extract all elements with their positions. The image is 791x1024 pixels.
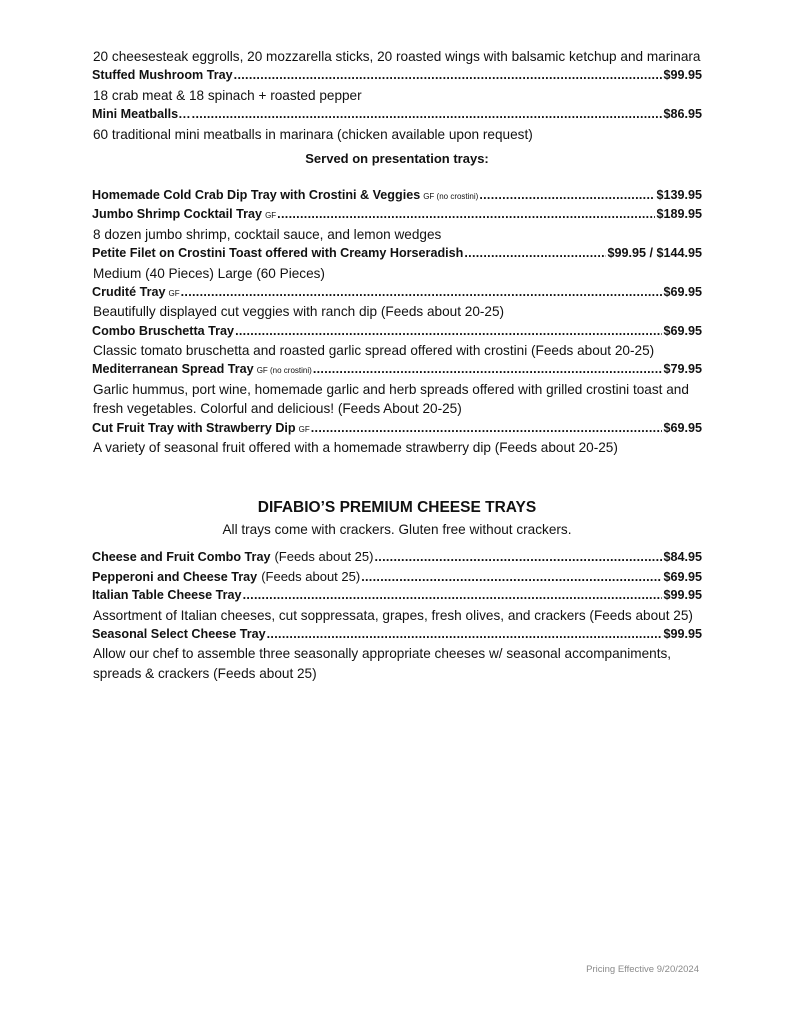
- item-note: GF: [168, 288, 180, 298]
- item-description: 8 dozen jumbo shrimp, cocktail sauce, and lemon wedges: [93, 226, 442, 242]
- menu-item-mediterranean-spread: [92, 360, 702, 379]
- item-name: Combo Bruschetta Tray: [92, 323, 235, 338]
- item-name: Cheese and Fruit Combo Tray: [92, 550, 271, 565]
- item-description: Beautifully displayed cut veggies with ranch dip (Feeds about 20-25): [93, 304, 505, 320]
- item-name: Jumbo Shrimp Cocktail Tray: [92, 207, 263, 222]
- presentation-heading: Served on presentation trays:: [305, 150, 489, 166]
- item-price: $69.95: [663, 323, 702, 338]
- item-name: Homemade Cold Crab Dip Tray with Crostini & Veggies: [92, 187, 421, 202]
- leader-dots: [235, 322, 662, 341]
- item-note: GF (no crostini): [256, 366, 312, 376]
- item-description: Garlic hummus, port wine, homemade garlic and herb spreads offered with grilled crostini toast and fresh vegetables. Colorful and delicious! (Feeds About 20-25): [93, 381, 689, 417]
- item-name: Petite Filet on Crostini Toast offered with Creamy Horseradish: [92, 246, 464, 261]
- item-description: Allow our chef to assemble three seasonally appropriate cheeses w/ seasonal accompaniments, spreads & crackers (Feeds about 25): [93, 646, 672, 681]
- item-name: Mini Meatballs…: [92, 107, 191, 122]
- leader-dots: [277, 205, 655, 224]
- item-note: (Feeds about 25): [274, 549, 374, 565]
- leader-dots: [361, 568, 662, 587]
- leader-dots: [313, 360, 663, 379]
- item-price: $79.95: [663, 362, 702, 377]
- leader-dots: [267, 625, 663, 644]
- item-price: $99.95 / $144.95: [607, 246, 702, 261]
- item-price: $69.95: [663, 420, 702, 435]
- item-price: $99.95: [663, 588, 702, 603]
- item-name: Cut Fruit Tray with Strawberry Dip: [92, 420, 296, 435]
- leader-dots: [479, 186, 655, 205]
- item-description: Medium (40 Pieces) Large (60 Pieces): [93, 265, 325, 281]
- item-name: Seasonal Select Cheese Tray: [92, 627, 266, 642]
- menu-item-petite-filet: [92, 244, 702, 263]
- item-note: GF: [265, 211, 277, 221]
- pricing-effective-footer: Pricing Effective 9/20/2024: [586, 964, 699, 975]
- leader-dots: [374, 548, 662, 567]
- item-price: $84.95: [663, 550, 702, 565]
- item-name: Italian Table Cheese Tray: [92, 588, 242, 603]
- item-price: $69.95: [663, 284, 702, 299]
- menu-item-shrimp-cocktail: [92, 205, 702, 224]
- item-price: $139.95: [656, 187, 702, 202]
- leader-dots: [234, 66, 663, 85]
- item-price: $69.95: [663, 569, 702, 584]
- item-note: (Feeds about 25): [261, 568, 361, 584]
- eggrolls-description: 20 cheesesteak eggrolls, 20 mozzarella sticks, 20 roasted wings with balsamic ketchup and marinara: [93, 49, 701, 64]
- item-description: Assortment of Italian cheeses, cut soppressata, grapes, fresh olives, and crackers (Feeds about 25): [93, 607, 693, 623]
- item-description: 60 traditional mini meatballs in marinara (chicken available upon request): [93, 126, 533, 142]
- item-description: Classic tomato bruschetta and roasted garlic spread offered with crostini (Feeds about 20-25): [93, 343, 655, 359]
- item-name: Stuffed Mushroom Tray: [92, 68, 233, 83]
- item-name: Pepperoni and Cheese Tray: [92, 569, 258, 584]
- leader-dots: [181, 283, 663, 302]
- item-price: $86.95: [663, 107, 702, 122]
- item-note: GF: [298, 424, 310, 434]
- item-description: 18 crab meat & 18 spinach + roasted pepper: [93, 87, 362, 103]
- item-description: A variety of seasonal fruit offered with a homemade strawberry dip (Feeds about 20-25): [93, 440, 618, 456]
- menu-item-crudite: [92, 283, 702, 302]
- leader-dots: [464, 244, 606, 263]
- menu-item-italian-table-cheese: [92, 586, 702, 605]
- item-price: $99.95: [663, 68, 702, 83]
- item-name: Crudité Tray: [92, 284, 166, 299]
- menu-item-pepperoni-cheese: [92, 567, 702, 586]
- menu-item-crab-dip: [92, 186, 702, 205]
- cheese-section-subtitle: All trays come with crackers. Gluten free without crackers.: [222, 522, 572, 538]
- item-price: $189.95: [656, 207, 702, 222]
- menu-item-combo-bruschetta: [92, 322, 702, 341]
- menu-item-mini-meatballs: [92, 105, 702, 124]
- menu-page: [92, 47, 702, 683]
- cheese-section-title: DIFABIO’S PREMIUM CHEESE TRAYS: [257, 499, 537, 517]
- item-note: GF (no crostini): [423, 191, 479, 201]
- leader-dots: [243, 586, 663, 605]
- item-price: $99.95: [663, 627, 702, 642]
- item-name: Mediterranean Spread Tray: [92, 362, 254, 377]
- menu-item-stuffed-mushroom: [92, 66, 702, 85]
- leader-dots: [192, 105, 663, 124]
- menu-item-seasonal-select-cheese: [92, 625, 702, 644]
- menu-item-cheese-fruit-combo: [92, 547, 702, 566]
- menu-item-cut-fruit: [92, 419, 702, 438]
- leader-dots: [311, 419, 663, 438]
